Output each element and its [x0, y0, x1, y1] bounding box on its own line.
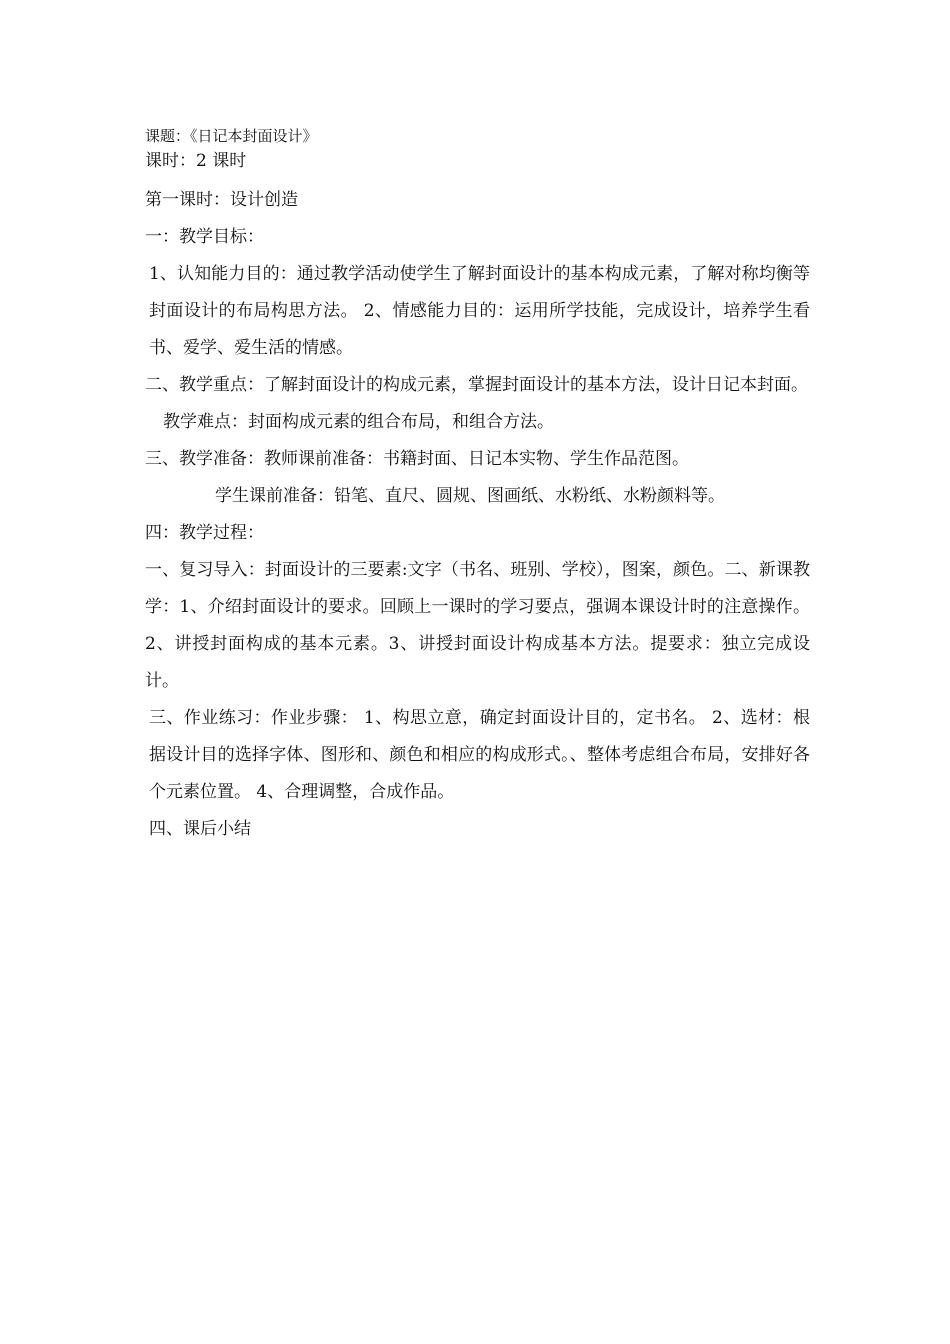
key-points-paragraph: 二、教学重点：了解封面设计的构成元素，掌握封面设计的基本方法，设计日记本封面。: [145, 375, 808, 395]
lesson-title: 课题：《日记本封面设计》: [145, 127, 318, 145]
process-paragraph: 一、复习导入：封面设计的三要素:文字（书名、班别、学校），图案，颜色。二、新课教学：1、介绍封面设计的要求。回顾上一课时的学习要点，强调本课设计时的注意操作。2、讲授封面构成的基本元素。3、讲授封面设计构成基本方法。提要求：独立完成设计。: [145, 560, 810, 691]
student-prep-paragraph: 学生课前准备：铅笔、直尺、圆规、图画纸、水粉纸、水粉颜料等。: [215, 486, 725, 506]
document-body: [145, 124, 810, 848]
first-lesson-heading: 第一课时：设计创造: [145, 190, 298, 210]
lesson-hours: 课时：2 课时: [145, 151, 247, 171]
homework-paragraph: 三、作业练习：作业步骤： 1、构思立意，确定封面设计目的，定书名。 2、选材：根据设计目的选择字体、图形和、颜色和相应的构成形式。、整体考虑组合布局，安排好各个元素位置。 4、合理调整，合成作品。: [149, 708, 810, 802]
goals-paragraph: 1、认知能力目的：通过教学活动使学生了解封面设计的基本构成元素，了解对称均衡等封面设计的布局构思方法。 2、情感能力目的：运用所学技能，完成设计，培养学生看书、爱学、爱生活的情感。: [149, 264, 810, 358]
summary-heading: 四、课后小结: [149, 819, 251, 839]
goals-heading: 一：教学目标：: [145, 227, 264, 247]
process-heading: 四：教学过程：: [145, 523, 264, 543]
difficulties-paragraph: 教学难点：封面构成元素的组合布局，和组合方法。: [163, 412, 554, 432]
teacher-prep-paragraph: 三、教学准备：教师课前准备：书籍封面、日记本实物、学生作品范图。: [145, 449, 689, 469]
